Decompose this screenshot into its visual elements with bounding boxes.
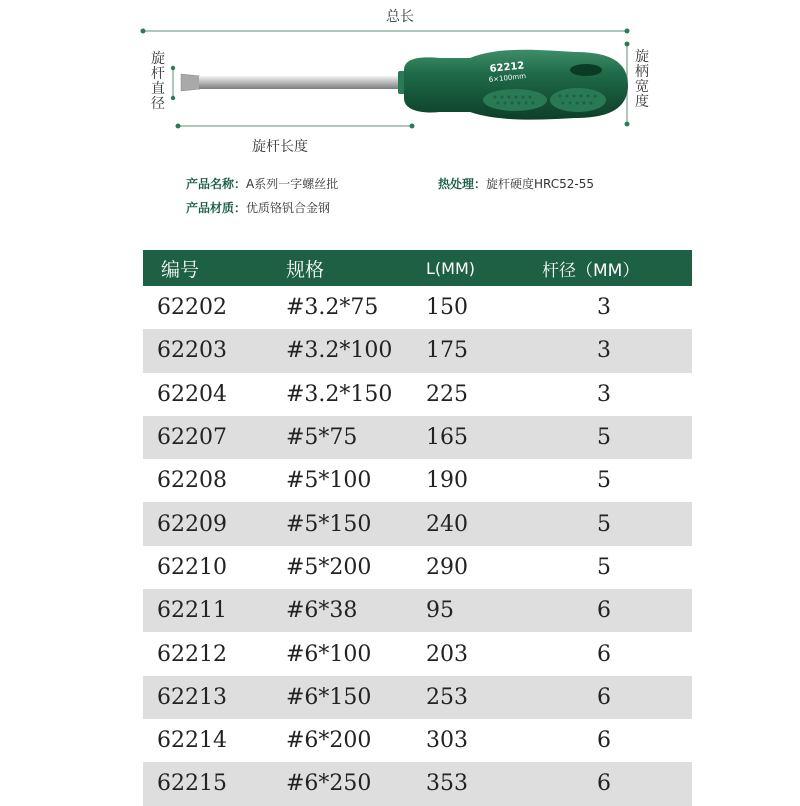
cell-spec: #6*150 bbox=[286, 676, 426, 719]
product-name-spec bbox=[186, 175, 338, 192]
cell-number: 62203 bbox=[143, 329, 286, 372]
header-shaft-diameter: 杆径（MM） bbox=[526, 250, 692, 286]
cell-spec: #3.2*150 bbox=[286, 381, 393, 407]
total-length-label: 总长 bbox=[386, 9, 414, 25]
product-diagram bbox=[0, 0, 800, 240]
material-key: 产品材质： bbox=[186, 201, 247, 215]
cell-spec: #6*100 bbox=[286, 641, 372, 667]
shaft-diameter-label: 旋杆直径 bbox=[151, 51, 165, 112]
cell-spec: #6*38 bbox=[286, 589, 426, 632]
table-row bbox=[143, 762, 692, 805]
cell-spec: #6*250 bbox=[286, 762, 426, 805]
cell-shaft-diameter: 6 bbox=[597, 728, 611, 754]
cell-spec: #5*200 bbox=[286, 554, 372, 580]
cell-length: 175 bbox=[426, 329, 526, 372]
header-spec: 规格 bbox=[286, 250, 426, 286]
material-value: 优质铬钒合金钢 bbox=[246, 201, 331, 215]
table-row bbox=[143, 459, 692, 502]
table-row bbox=[143, 676, 692, 719]
cell-number: 62211 bbox=[143, 589, 286, 632]
cell-number: 62215 bbox=[143, 762, 286, 805]
table-row bbox=[143, 632, 692, 675]
table-row bbox=[143, 416, 692, 459]
cell-number: 62213 bbox=[143, 676, 286, 719]
table-row bbox=[143, 286, 692, 329]
shaft-length-dimension bbox=[176, 124, 415, 129]
cell-spec: #3.2*100 bbox=[286, 329, 426, 372]
cell-number: 62214 bbox=[157, 728, 227, 754]
cell-number: 62207 bbox=[143, 416, 286, 459]
cell-length: 150 bbox=[426, 295, 468, 321]
cell-number: 62204 bbox=[157, 381, 227, 407]
cell-spec: #5*150 bbox=[286, 502, 426, 545]
cell-spec: #3.2*75 bbox=[286, 295, 379, 321]
table-row bbox=[143, 546, 692, 589]
cell-length: 240 bbox=[426, 502, 526, 545]
cell-length: 203 bbox=[426, 641, 468, 667]
cell-shaft-diameter: 5 bbox=[526, 416, 692, 459]
cell-length: 253 bbox=[426, 676, 526, 719]
table-row bbox=[143, 589, 692, 632]
cell-shaft-diameter: 6 bbox=[597, 641, 611, 667]
cell-shaft-diameter: 3 bbox=[526, 329, 692, 372]
cell-shaft-diameter: 6 bbox=[526, 589, 692, 632]
cell-number: 62212 bbox=[157, 641, 227, 667]
table-row bbox=[143, 502, 692, 545]
heat-treatment-spec bbox=[438, 175, 594, 192]
shaft bbox=[199, 76, 411, 89]
table-row bbox=[143, 373, 692, 416]
product-name-key: 产品名称： bbox=[186, 177, 247, 191]
handle-width-label: 旋柄宽度 bbox=[635, 49, 649, 110]
cell-number: 62202 bbox=[157, 295, 227, 321]
heat-treatment-key: 热处理： bbox=[438, 177, 487, 191]
cell-length: 303 bbox=[426, 728, 468, 754]
cell-spec: #6*200 bbox=[286, 728, 372, 754]
cell-length: 190 bbox=[426, 468, 468, 494]
cell-shaft-diameter: 3 bbox=[597, 295, 611, 321]
cell-shaft-diameter: 6 bbox=[526, 676, 692, 719]
spec-table bbox=[143, 250, 692, 806]
handle-model-number: 62212 bbox=[489, 60, 525, 75]
cell-length: 165 bbox=[426, 416, 526, 459]
cell-shaft-diameter: 5 bbox=[597, 468, 611, 494]
cell-number: 62209 bbox=[143, 502, 286, 545]
hang-hole bbox=[570, 64, 602, 76]
product-name-value: A系列一字螺丝批 bbox=[246, 177, 339, 191]
cell-spec: #5*100 bbox=[286, 468, 372, 494]
shaft-diameter-dimension bbox=[171, 66, 175, 100]
cell-length: 290 bbox=[426, 554, 468, 580]
header-length: L(MM) bbox=[426, 250, 526, 286]
cell-length: 95 bbox=[426, 589, 526, 632]
material-spec bbox=[186, 199, 330, 216]
cell-shaft-diameter: 5 bbox=[526, 502, 692, 545]
heat-treatment-value: 旋杆硬度HRC52-55 bbox=[486, 177, 595, 191]
screwdriver-illustration bbox=[0, 0, 800, 240]
cell-shaft-diameter: 6 bbox=[526, 762, 692, 805]
cell-shaft-diameter: 5 bbox=[597, 554, 611, 580]
cell-spec: #5*75 bbox=[286, 416, 426, 459]
cell-number: 62208 bbox=[157, 468, 227, 494]
total-length-dimension bbox=[141, 29, 630, 34]
cell-shaft-diameter: 3 bbox=[597, 381, 611, 407]
table-header-row bbox=[143, 250, 692, 286]
table-row bbox=[143, 329, 692, 372]
cell-number: 62210 bbox=[157, 554, 227, 580]
handle-model-size: 6×100mm bbox=[488, 72, 527, 84]
cell-length: 225 bbox=[426, 381, 468, 407]
shaft-length-label: 旋杆长度 bbox=[252, 139, 308, 155]
header-number: 编号 bbox=[143, 250, 286, 286]
cell-length: 353 bbox=[426, 762, 526, 805]
blade-tip bbox=[181, 74, 200, 91]
table-row bbox=[143, 719, 692, 762]
